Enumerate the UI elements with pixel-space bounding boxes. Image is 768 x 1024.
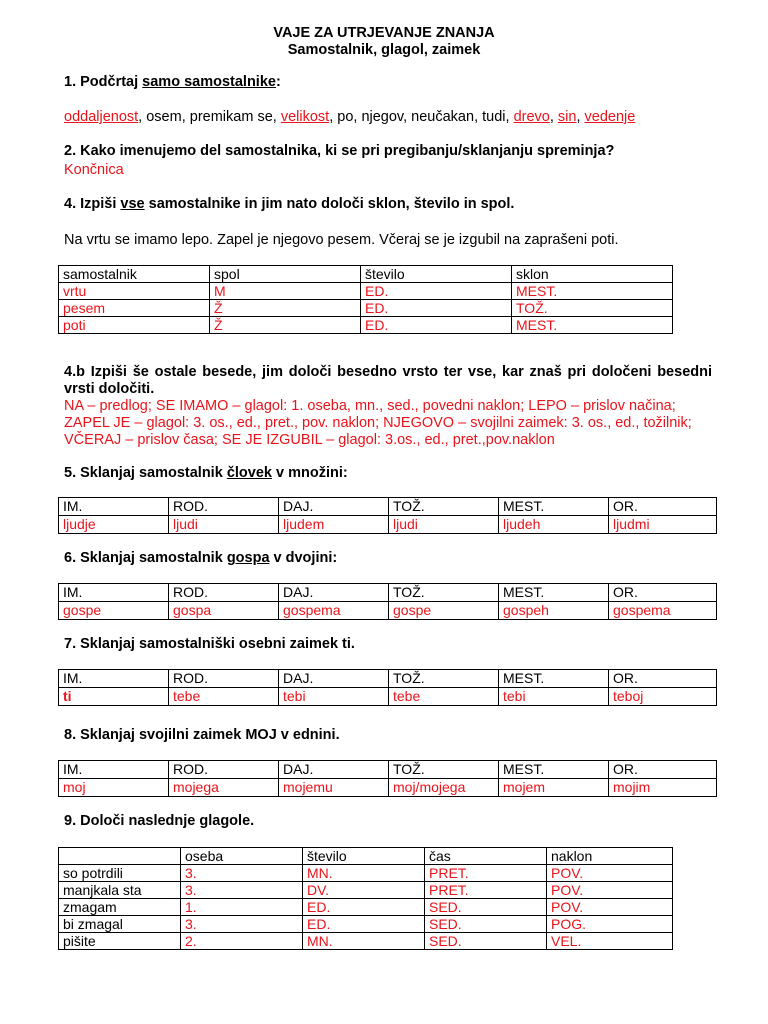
q5-header-row	[59, 498, 717, 516]
case-header: IM.	[59, 498, 169, 516]
verb-cell: bi zmagal	[59, 916, 181, 933]
q7-table	[58, 669, 717, 706]
table-cell: gospe	[389, 602, 499, 620]
q6-table	[58, 583, 717, 620]
q1-word: premikam se	[189, 109, 273, 125]
q7-question: 7. Sklanjaj samostalniški osebni zaimek ti.	[64, 636, 355, 652]
table-cell: ED.	[303, 916, 425, 933]
q4b-question: 4.b Izpiši še ostale besede, jim določi besedno vrsto ter vse, kar znaš pri določeni besedni vrsti določiti.	[64, 364, 712, 397]
table-cell: moj	[59, 779, 169, 797]
q1-word-noun: oddaljenost	[64, 109, 139, 125]
q6-heading: 6. Sklanjaj samostalnik gospa v dvojini:	[64, 550, 338, 566]
q6-underlined: gospa	[226, 550, 270, 566]
q4-heading: 4. Izpiši vse samostalnike in jim nato določi sklon, število in spol.	[64, 196, 515, 212]
table-cell: DV.	[303, 882, 425, 899]
verb-cell: pišite	[59, 933, 181, 950]
table-row	[59, 779, 717, 797]
case-header: DAJ.	[279, 761, 389, 779]
table-cell: mojega	[169, 779, 279, 797]
table-row	[59, 688, 717, 706]
q9-header-cell: čas	[425, 848, 547, 865]
verb-cell: manjkala sta	[59, 882, 181, 899]
table-cell: MEST.	[512, 317, 673, 334]
case-header: DAJ.	[279, 584, 389, 602]
case-header: IM.	[59, 584, 169, 602]
table-cell: POV.	[547, 865, 673, 882]
table-cell: moj/mojega	[389, 779, 499, 797]
table-cell: MN.	[303, 865, 425, 882]
table-cell: ED.	[361, 317, 512, 334]
q1-word-list: oddaljenost, osem, premikam se, velikost, po, njegov, neučakan, tudi, drevo, sin, vedenje	[64, 109, 636, 125]
q6-header-row	[59, 584, 717, 602]
q1-word: osem	[146, 109, 182, 125]
case-header: ROD.	[169, 670, 279, 688]
q1-word-noun: sin	[557, 109, 577, 125]
q1-underlined: samo samostalnike	[142, 74, 276, 90]
table-cell: mojemu	[279, 779, 389, 797]
q4-sentence: Na vrtu se imamo lepo. Zapel je njegovo pesem. Včeraj se je izgubil na zaprašeni poti.	[64, 232, 619, 248]
table-cell: ljudeh	[499, 516, 609, 534]
table-cell: M	[210, 283, 361, 300]
table-cell: ljudi	[169, 516, 279, 534]
q9-header-cell: število	[303, 848, 425, 865]
q8-question: 8. Sklanjaj svojilni zaimek MOJ v ednini.	[64, 727, 340, 743]
q4-header-row	[59, 266, 673, 283]
table-cell: MN.	[303, 933, 425, 950]
case-header: TOŽ.	[389, 761, 499, 779]
q4-header-cell: število	[361, 266, 512, 283]
table-cell: 1.	[181, 899, 303, 916]
q5-underlined: človek	[226, 465, 272, 481]
q1-word: tudi	[482, 109, 506, 125]
table-cell: Ž	[210, 317, 361, 334]
q9-header-cell: naklon	[547, 848, 673, 865]
case-header: OR.	[609, 761, 717, 779]
table-cell: ED.	[303, 899, 425, 916]
q2-question: 2. Kako imenujemo del samostalnika, ki se pri pregibanju/sklanjanju spreminja?	[64, 143, 615, 159]
table-cell: POV.	[547, 899, 673, 916]
q2-answer: Končnica	[64, 162, 124, 178]
case-header: DAJ.	[279, 498, 389, 516]
case-header: MEST.	[499, 761, 609, 779]
q9-header-cell	[59, 848, 181, 865]
table-cell: tebi	[499, 688, 609, 706]
table-cell: gospeh	[499, 602, 609, 620]
case-header: TOŽ.	[389, 584, 499, 602]
case-header: MEST.	[499, 584, 609, 602]
table-cell: 3.	[181, 882, 303, 899]
q9-question: 9. Določi naslednje glagole.	[64, 813, 255, 829]
table-row	[59, 300, 673, 317]
case-header: TOŽ.	[389, 670, 499, 688]
table-cell: ljudi	[389, 516, 499, 534]
table-cell: ljudem	[279, 516, 389, 534]
table-row	[59, 602, 717, 620]
case-header: OR.	[609, 670, 717, 688]
q4b-answer: NA – predlog; SE IMAMO – glagol: 1. oseba, mn., sed., povedni naklon; LEPO – prislov načina; ZAPEL JE – glagol: 3. os., ed., pret., pov. naklon; NJEGOVO – svojilni zaimek: 3. os., ed., tožilnik; VČERAJ – prislov časa; SE JE IZGUBIL – glagol: 3.os., ed., pret.,pov.naklon	[64, 398, 692, 448]
table-cell: 2.	[181, 933, 303, 950]
table-cell: TOŽ.	[512, 300, 673, 317]
q8-header-row	[59, 761, 717, 779]
q1-word: po	[337, 109, 354, 125]
table-cell: ED.	[361, 283, 512, 300]
q4-header-cell: spol	[210, 266, 361, 283]
table-row	[59, 899, 673, 916]
table-cell: SED.	[425, 933, 547, 950]
case-header: OR.	[609, 584, 717, 602]
table-cell: SED.	[425, 899, 547, 916]
table-row	[59, 916, 673, 933]
table-row	[59, 882, 673, 899]
table-cell: poti	[59, 317, 210, 334]
table-cell: ljudje	[59, 516, 169, 534]
q9-header-cell: oseba	[181, 848, 303, 865]
q5-heading: 5. Sklanjaj samostalnik človek v množini:	[64, 465, 348, 481]
table-cell: vrtu	[59, 283, 210, 300]
table-cell: mojem	[499, 779, 609, 797]
table-cell: SED.	[425, 916, 547, 933]
case-header: DAJ.	[279, 670, 389, 688]
table-cell: gospema	[279, 602, 389, 620]
table-row	[59, 317, 673, 334]
table-cell: PRET.	[425, 865, 547, 882]
table-cell: pesem	[59, 300, 210, 317]
q9-table	[58, 847, 673, 950]
table-cell: Ž	[210, 300, 361, 317]
table-row	[59, 933, 673, 950]
case-header: MEST.	[499, 670, 609, 688]
table-cell: tebe	[169, 688, 279, 706]
q9-header-row	[59, 848, 673, 865]
page-subtitle: Samostalnik, glagol, zaimek	[287, 42, 481, 58]
table-cell: 3.	[181, 916, 303, 933]
q1-word-noun: drevo	[513, 109, 550, 125]
case-header: IM.	[59, 761, 169, 779]
table-cell: tebe	[389, 688, 499, 706]
verb-cell: zmagam	[59, 899, 181, 916]
table-cell: MEST.	[512, 283, 673, 300]
q1-heading: 1. Podčrtaj samo samostalnike:	[64, 74, 281, 90]
q8-table	[58, 760, 717, 797]
table-cell: ti	[59, 688, 169, 706]
case-header: OR.	[609, 498, 717, 516]
table-cell: gospema	[609, 602, 717, 620]
table-cell: ED.	[361, 300, 512, 317]
case-header: TOŽ.	[389, 498, 499, 516]
q7-header-row	[59, 670, 717, 688]
case-header: ROD.	[169, 584, 279, 602]
verb-cell: so potrdili	[59, 865, 181, 882]
q1-word-noun: vedenje	[584, 109, 636, 125]
page-title: VAJE ZA UTRJEVANJE ZNANJA	[273, 25, 495, 41]
table-cell: POV.	[547, 882, 673, 899]
table-cell: tebi	[279, 688, 389, 706]
q4-underlined: vse	[120, 196, 145, 212]
case-header: ROD.	[169, 761, 279, 779]
table-cell: PRET.	[425, 882, 547, 899]
table-row	[59, 516, 717, 534]
q5-table	[58, 497, 717, 534]
q1-word: neučakan	[411, 109, 475, 125]
table-cell: ljudmi	[609, 516, 717, 534]
table-cell: gospa	[169, 602, 279, 620]
table-cell: 3.	[181, 865, 303, 882]
table-row	[59, 865, 673, 882]
q4-header-cell: sklon	[512, 266, 673, 283]
q4-table	[58, 265, 673, 334]
table-cell: gospe	[59, 602, 169, 620]
q1-word: njegov	[361, 109, 404, 125]
table-cell: teboj	[609, 688, 717, 706]
q4-header-cell: samostalnik	[59, 266, 210, 283]
table-row	[59, 283, 673, 300]
table-cell: VEL.	[547, 933, 673, 950]
case-header: ROD.	[169, 498, 279, 516]
table-cell: mojim	[609, 779, 717, 797]
case-header: IM.	[59, 670, 169, 688]
table-cell: POG.	[547, 916, 673, 933]
case-header: MEST.	[499, 498, 609, 516]
q1-word-noun: velikost	[280, 109, 330, 125]
